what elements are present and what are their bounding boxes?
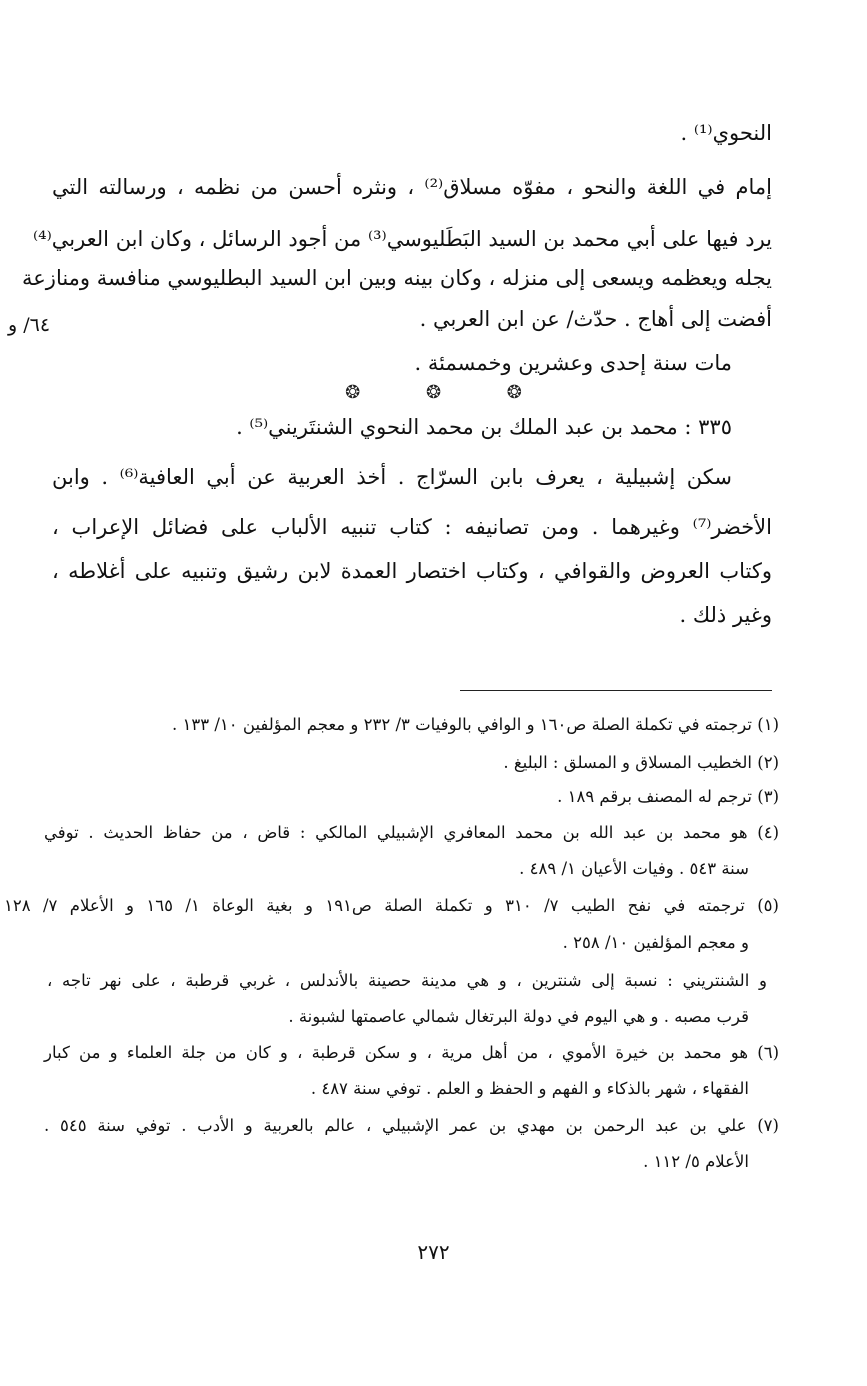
body-line-4: يجله ويعظمه ويسعى إلى منزله ، وكان بينه وبين ابن السيد البطليوسي منافسة ومنازعة [22, 266, 772, 290]
footnote-4: (٤) هو محمد بن عبد الله بن محمد المعافري الإشبيلي المالكي : قاض ، من حفاظ الحديث . توفي [44, 823, 779, 842]
footnote-4-cont: سنة ٥٤٣ . وفيات الأعيان ١/ ٤٨٩ . [519, 859, 749, 878]
section-separator: ❂ ❂ ❂ [345, 382, 552, 403]
entry-line-1: سكن إشبيلية ، يعرف بابن السرّاج . أخذ العربية عن أبي العافية⁽⁶⁾ . وابن [52, 465, 732, 489]
footnote-7-cont: الأعلام ٥/ ١١٢ . [643, 1152, 749, 1171]
body-line-5: أفضت إلى أهاج . حدّث/ عن ابن العربي . [419, 307, 772, 331]
footnote-5-note-cont: قرب مصبه . و هي اليوم في دولة البرتغال شمالي عاصمتها لشبونة . [288, 1007, 749, 1026]
entry-line-2: الأخضر⁽⁷⁾ وغيرهما . ومن تصانيفه : كتاب تنبيه الألباب على فضائل الإعراب ، [52, 515, 772, 539]
footnote-2: (٢) الخطيب المسلاق و المسلق : البليغ . [503, 753, 779, 772]
entry-line-4: وغير ذلك . [679, 603, 772, 627]
body-line-6: مات سنة إحدى وعشرين وخمسمئة . [414, 351, 732, 375]
margin-folio-marker: ٦٤/ و [8, 314, 51, 336]
page-number: ٢٧٢ [417, 1240, 450, 1264]
footnote-7: (٧) علي بن عبد الرحمن بن مهدي بن عمر الإشبيلي ، عالم بالعربية و الأدب . توفي سنة ٥٤٥ . [44, 1116, 779, 1135]
footnote-5-note: و الشنتريني : نسبة إلى شنترين ، و هي مدينة حصينة بالأندلس ، غربي قرطبة ، على نهر تاجه ، [47, 971, 767, 990]
footnote-divider [460, 690, 772, 691]
entry-line-3: وكتاب العروض والقوافي ، وكتاب اختصار العمدة لابن رشيق وتنبيه على أغلاطه ، [52, 559, 772, 583]
body-line-1: النحوي⁽¹⁾ . [680, 121, 772, 145]
body-line-3: يرد فيها على أبي محمد بن السيد البَطَليوسي⁽³⁾ من أجود الرسائل ، وكان ابن العربي⁽⁴⁾ [32, 227, 772, 251]
footnote-6-cont: الفقهاء ، شهر بالذكاء و الفهم و الحفظ و العلم . توفي سنة ٤٨٧ . [310, 1079, 749, 1098]
entry-heading: ٣٣٥ : محمد بن عبد الملك بن محمد النحوي الشنتَريني⁽⁵⁾ . [236, 415, 732, 439]
footnote-1: (١) ترجمته في تكملة الصلة ص١٦٠ و الوافي بالوفيات ٣/ ٢٣٢ و معجم المؤلفين ١٠/ ١٣٣ . [172, 715, 779, 734]
footnote-5-cont: و معجم المؤلفين ١٠/ ٢٥٨ . [562, 933, 749, 952]
footnote-6: (٦) هو محمد بن خيرة الأموي ، من أهل مرية ، و سكن قرطبة ، و كان من جلة العلماء و من كبار [44, 1043, 779, 1062]
footnote-5: (٥) ترجمته في نفح الطيب ٧/ ٣١٠ و تكملة الصلة ص١٩١ و بغية الوعاة ١/ ١٦٥ و الأعلام ٧/ ١٢٨ [4, 896, 779, 915]
footnote-3: (٣) ترجم له المصنف برقم ١٨٩ . [557, 787, 779, 806]
body-line-2: إمام في اللغة والنحو ، مفوّه مسلاق⁽²⁾ ، ونثره أحسن من نظمه ، ورسالته التي [52, 175, 772, 199]
